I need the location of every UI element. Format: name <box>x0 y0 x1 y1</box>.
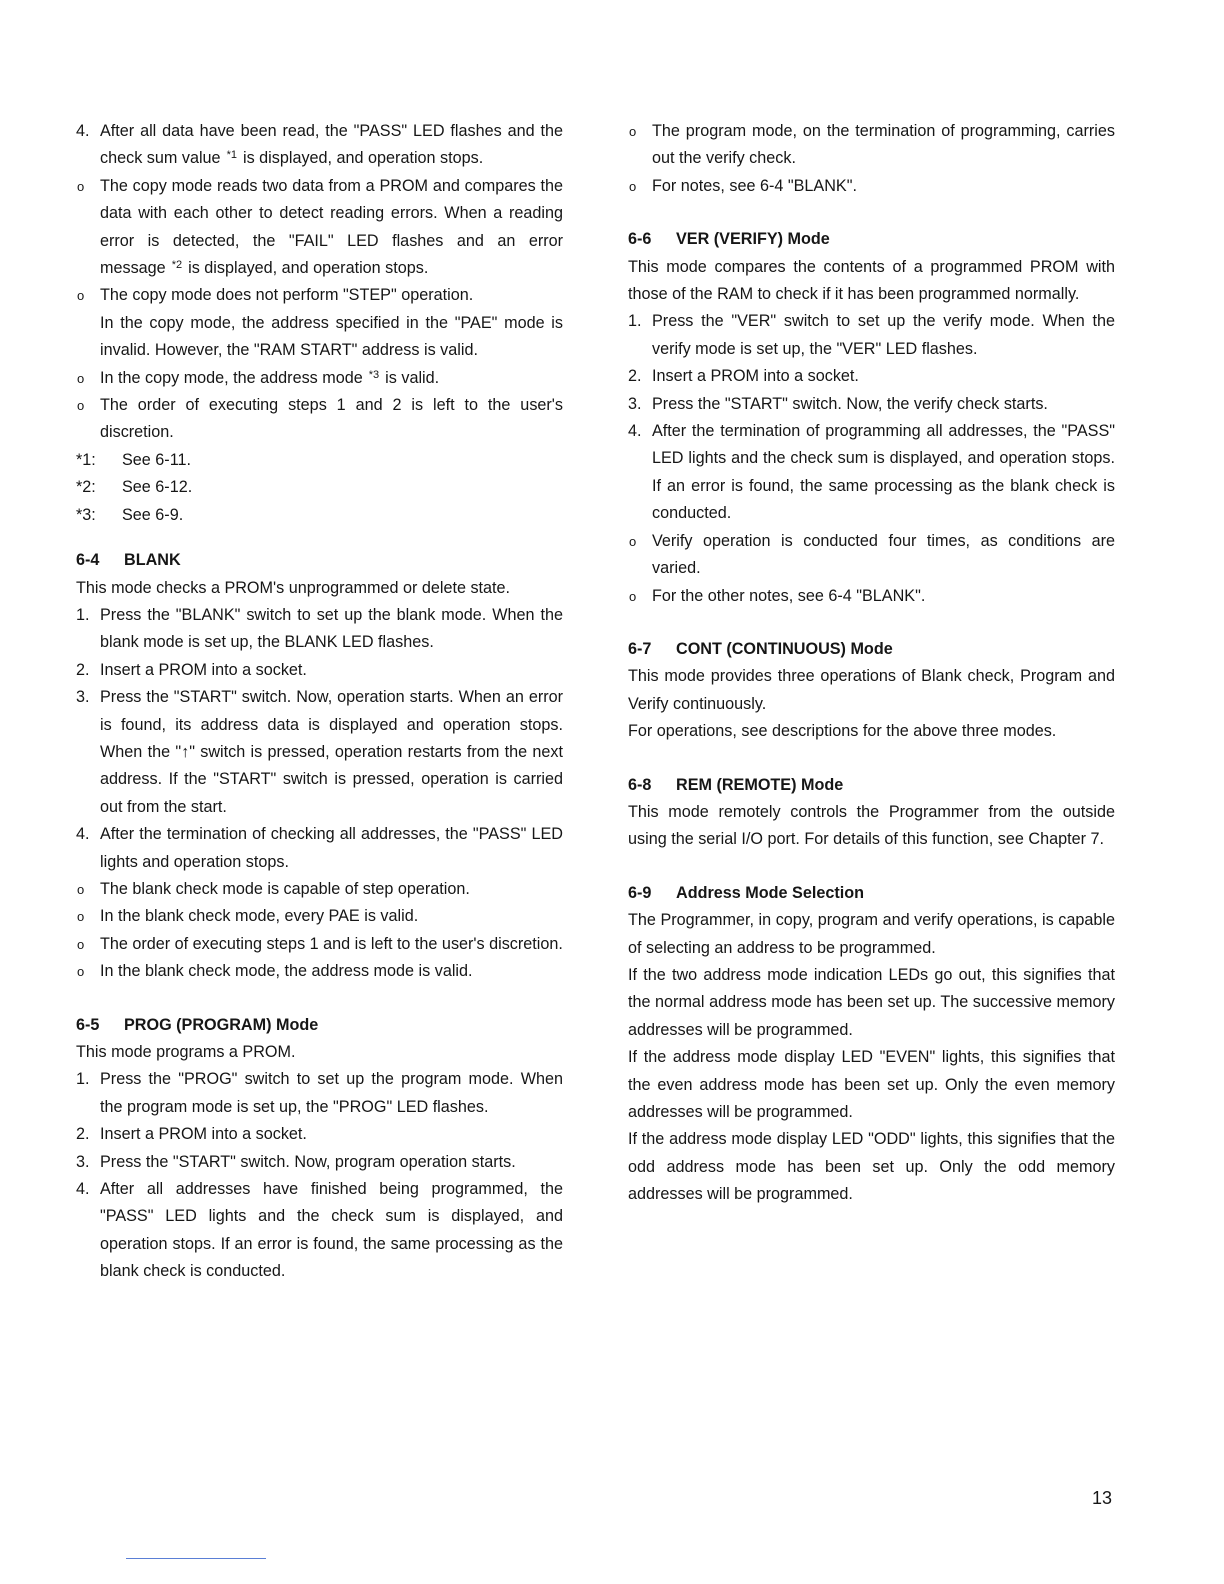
bullet-icon: o <box>77 178 85 194</box>
bullet-text-end: is valid. <box>385 368 440 387</box>
footnote-mark: *1: <box>76 450 96 469</box>
section-number: 6-7 <box>628 639 652 658</box>
step-number: 4. <box>628 422 642 441</box>
step-number: 1. <box>628 312 642 331</box>
bullet-text: The order of executing steps 1 and is left to the user's discretion. <box>100 934 563 953</box>
step-number: 2. <box>76 660 90 679</box>
bullet-icon: o <box>629 124 637 139</box>
footnote-ref-2: *2 <box>171 259 183 272</box>
section-title: BLANK <box>124 551 181 570</box>
section-intro: This mode checks a PROM's unprogrammed or delete state. <box>76 578 511 597</box>
ver-step <box>628 391 1115 418</box>
bullet-icon: o <box>77 881 85 897</box>
step-number: 1. <box>76 605 90 624</box>
bullet-icon: o <box>77 288 85 304</box>
ver-step <box>628 363 1115 390</box>
bullet-text: The program mode, on the termination of programming, carries out the verify check. <box>652 122 1115 168</box>
bullet-text: For the other notes, see 6-4 "BLANK". <box>652 586 926 605</box>
bullet-text: The copy mode does not perform "STEP" operation. <box>100 286 474 305</box>
bullet-text: The copy mode reads two data from a PROM and compares the data with each other to detect reading errors. When a reading error is detected, the "FAIL" LED flashes and an error message <box>100 176 563 278</box>
copy-note-bullet <box>76 365 563 392</box>
ver-step <box>628 418 1115 528</box>
section-heading-cont <box>628 636 1115 663</box>
blank-note-bullet <box>76 958 563 985</box>
section-title: REM (REMOTE) Mode <box>676 775 844 794</box>
step-number: 3. <box>76 688 90 707</box>
bullet-text: The blank check mode is capable of step operation. <box>100 879 470 898</box>
bullet-icon: o <box>77 964 85 980</box>
prog-step <box>76 1121 563 1148</box>
bullet-icon: o <box>77 398 85 414</box>
step-text: After the termination of programming all addresses, the "PASS" LED lights and the check sum is displayed, and operation stops. If an error is found, the same processing as the blank check is conducted. <box>652 422 1115 523</box>
prog-step <box>76 1066 563 1121</box>
bullet-text: In the blank check mode, every PAE is valid. <box>100 907 419 926</box>
spacer <box>76 986 563 1012</box>
copy-step-4 <box>76 118 563 173</box>
prog-step <box>76 1176 563 1286</box>
footnote <box>76 447 563 474</box>
footnote-text: See 6-11. <box>122 450 191 469</box>
blank-step <box>76 684 563 821</box>
bullet-text: For notes, see 6-4 "BLANK". <box>652 176 857 195</box>
bullet-text-end: is displayed, and operation stops. <box>188 259 429 278</box>
footnote-text: See 6-9. <box>122 505 184 524</box>
copy-note-bullet <box>76 392 563 447</box>
step-number: 3. <box>76 1152 90 1171</box>
section-number: 6-9 <box>628 883 652 902</box>
bullet-icon: o <box>77 909 85 925</box>
prog-note-bullet <box>628 118 1115 173</box>
section-number: 6-4 <box>76 551 100 570</box>
step-text: Press the "PROG" switch to set up the program mode. When the program mode is set up, the "PROG" LED flashes. <box>100 1070 563 1116</box>
left-column <box>76 118 563 1286</box>
blank-note-bullet <box>76 903 563 930</box>
prog-note-bullet <box>628 173 1115 200</box>
footnote <box>76 502 563 529</box>
spacer <box>628 200 1115 226</box>
step-text: Press the "START" switch. Now, program operation starts. <box>100 1152 516 1171</box>
footnote-mark: *3: <box>76 505 96 524</box>
ver-step <box>628 308 1115 363</box>
step-text: Insert a PROM into a socket. <box>100 1125 307 1144</box>
section-intro: This mode programs a PROM. <box>76 1043 296 1061</box>
bullet-icon: o <box>77 370 85 386</box>
ver-note-bullet <box>628 583 1115 610</box>
bullet-text: Verify operation is conducted four times, as conditions are varied. <box>652 531 1115 578</box>
section-paragraph: If the address mode display LED "ODD" lights, this signifies that the odd address mode has been set up. Only the odd memory addresses will be programmed. <box>628 1130 1115 1204</box>
step-text: After the termination of checking all addresses, the "PASS" LED lights and operation stops. <box>100 825 563 871</box>
section-number: 6-6 <box>628 230 652 249</box>
step-text: Insert a PROM into a socket. <box>652 367 859 386</box>
section-heading-prog <box>76 1012 563 1039</box>
section-title: Address Mode Selection <box>676 883 864 902</box>
footer-rule <box>126 1558 266 1559</box>
section-number: 6-8 <box>628 775 652 794</box>
copy-step-4-text-end: is displayed, and operation stops. <box>242 149 484 168</box>
page-number: 13 <box>1092 1488 1113 1508</box>
footnote-text: See 6-12. <box>122 478 193 497</box>
step-number: 2. <box>628 367 642 386</box>
section-intro: This mode compares the contents of a programmed PROM with those of the RAM to check if it has been programmed normally. <box>628 257 1115 304</box>
blank-step <box>76 657 563 684</box>
prog-step <box>76 1149 563 1176</box>
step-text: Press the "START" switch. Now, operation starts. When an error is found, its address data is displayed and operation stops. When the "↑" switch is pressed, operation restarts from the next address. If the "START" switch is pressed, operation is carried out from the start. <box>100 688 563 816</box>
step-text: After all addresses have finished being programmed, the "PASS" LED lights and the check sum is displayed, and operation stops. If an error is found, the same processing as the blank check is conducted. <box>100 1180 563 1281</box>
footnote-mark: *2: <box>76 478 96 497</box>
spacer <box>628 746 1115 772</box>
section-paragraph: If the address mode display LED "EVEN" lights, this signifies that the even address mode has been set up. Only the even memory addresses will be programmed. <box>628 1048 1115 1121</box>
section-title: PROG (PROGRAM) Mode <box>124 1015 319 1034</box>
step-number: 3. <box>628 394 642 413</box>
ver-note-bullet <box>628 528 1115 583</box>
blank-note-bullet <box>76 931 563 958</box>
bullet-continuation: In the copy mode, the address specified in the "PAE" mode is invalid. However, the "RAM START" address is valid. <box>100 313 563 360</box>
step-number: 1. <box>76 1070 90 1089</box>
bullet-icon: o <box>629 588 637 604</box>
spacer <box>628 610 1115 636</box>
step-number: 4. <box>76 1180 90 1199</box>
section-paragraph: The Programmer, in copy, program and verify operations, is capable of selecting an address to be programmed. <box>628 911 1115 957</box>
step-number: 2. <box>76 1125 90 1144</box>
bullet-icon: o <box>629 533 637 549</box>
footnote-ref-3: *3 <box>368 368 380 381</box>
step-text: Press the "VER" switch to set up the verify mode. When the verify mode is set up, the "VER" LED flashes. <box>652 312 1115 358</box>
copy-note-bullet <box>76 173 563 283</box>
blank-step <box>76 821 563 876</box>
section-title: CONT (CONTINUOUS) Mode <box>676 639 893 658</box>
section-heading-ver <box>628 226 1115 253</box>
bullet-text: In the blank check mode, the address mode is valid. <box>100 962 473 981</box>
step-text: Press the "START" switch. Now, the verify check starts. <box>652 394 1048 413</box>
bullet-icon: o <box>77 936 85 952</box>
step-text: Insert a PROM into a socket. <box>100 660 307 679</box>
spacer <box>628 854 1115 880</box>
section-paragraph: This mode provides three operations of Blank check, Program and Verify continuously. <box>628 667 1115 713</box>
blank-note-bullet <box>76 876 563 903</box>
section-paragraph: For operations, see descriptions for the above three modes. <box>628 722 1057 741</box>
section-paragraph: If the two address mode indication LEDs go out, this signifies that the normal address mode has been set up. The successive memory addresses will be programmed. <box>628 965 1115 1039</box>
section-title: VER (VERIFY) Mode <box>676 230 830 249</box>
bullet-icon: o <box>629 178 637 194</box>
section-heading-address-mode <box>628 880 1115 907</box>
section-number: 6-5 <box>76 1015 100 1034</box>
bullet-text: In the copy mode, the address mode <box>100 368 363 387</box>
footnote-ref-1: *1 <box>226 149 237 162</box>
blank-step <box>76 602 563 657</box>
section-heading-blank <box>76 547 563 574</box>
spacer <box>76 529 563 547</box>
copy-note-bullet <box>76 282 563 309</box>
section-paragraph: This mode remotely controls the Programmer from the outside using the serial I/O port. For details of this function, see Chapter 7. <box>628 802 1115 849</box>
step-text: Press the "BLANK" switch to set up the blank mode. When the blank mode is set up, the BLANK LED flashes. <box>100 605 563 652</box>
right-column <box>628 118 1115 1209</box>
step-number: 4. <box>76 122 90 140</box>
copy-step-4-text: After all data have been read, the "PASS" LED flashes and the check sum value <box>100 122 563 168</box>
section-heading-rem <box>628 772 1115 799</box>
step-number: 4. <box>76 825 90 844</box>
bullet-text: The order of executing steps 1 and 2 is left to the user's discretion. <box>100 396 563 442</box>
footnote <box>76 474 563 501</box>
